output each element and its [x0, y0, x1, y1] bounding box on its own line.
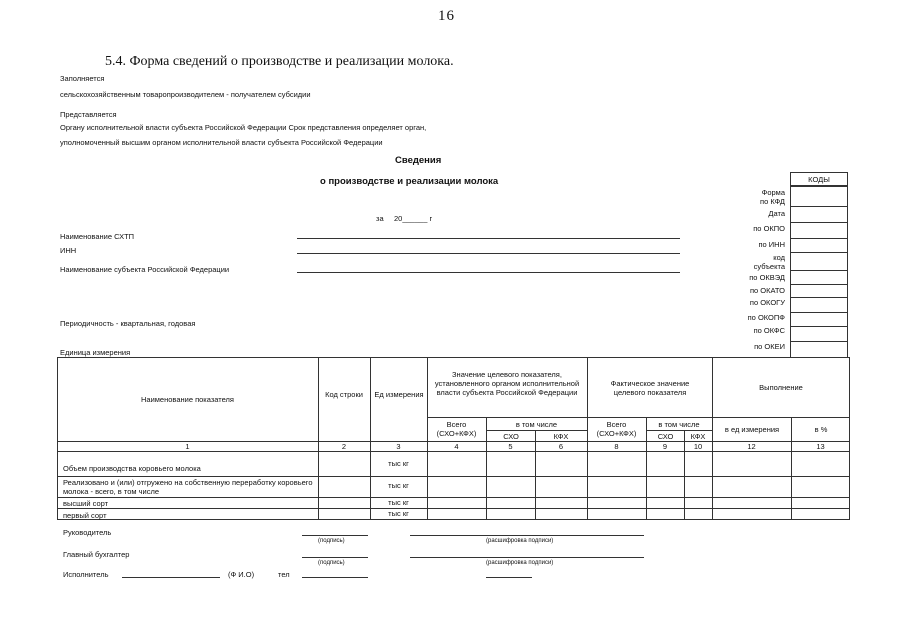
code-label: по ОКОГУ: [749, 298, 785, 307]
header-sho-target: СХО: [503, 432, 519, 441]
table-row-unit: тыс кг: [388, 459, 409, 468]
head-decode-line[interactable]: [410, 535, 644, 536]
header-actual: Фактическое значение целевого показателя: [610, 379, 690, 397]
code-cell-divider: [790, 252, 848, 253]
table-row-name: Реализовано и (или) отгружено на собственную переработку коровьего молока - всего, в том числе: [63, 478, 313, 496]
inn-line[interactable]: [297, 253, 680, 254]
code-cell-divider: [790, 270, 848, 271]
submitted-label: Представляется: [60, 110, 117, 119]
head-decode-caption: (расшифровка подписи): [486, 538, 554, 544]
col-number: 2: [341, 442, 347, 451]
section-title: 5.4. Форма сведений о производстве и реализации молока.: [105, 54, 454, 69]
code-label: по ОКОПФ: [747, 313, 785, 322]
code-label: по ОКЕИ: [754, 342, 785, 351]
header-total-actual: Всего (СХО+КФХ): [596, 420, 637, 438]
header-total-target: Всего (СХО+КФХ): [436, 420, 477, 438]
code-label: по ОКВЭД: [749, 273, 785, 282]
table-row-unit: тыс кг: [388, 498, 409, 507]
code-cell-divider: [790, 312, 848, 313]
date-line[interactable]: [486, 577, 532, 578]
submitted-to-2: уполномоченный высшим органом исполнительной власти субъекта Российской Федерации: [60, 138, 383, 147]
executor-name-line[interactable]: [122, 577, 220, 578]
codes-header-box: [790, 172, 848, 186]
col-number: 5: [508, 442, 513, 451]
code-cell-divider: [790, 206, 848, 207]
phone-line[interactable]: [302, 577, 368, 578]
table-row-unit: тыс кг: [388, 509, 409, 518]
accountant-decode-line[interactable]: [410, 557, 644, 558]
header-including-actual: в том числе: [658, 420, 700, 429]
code-label: по ИНН: [758, 240, 785, 249]
col-number: 10: [693, 442, 703, 451]
table-row-name: первый сорт: [63, 511, 107, 520]
col-number: 9: [662, 442, 668, 451]
code-label: по ОКПО: [753, 224, 785, 233]
page-number: 16: [438, 8, 455, 24]
col-number: 1: [185, 442, 190, 451]
executor-fio: (Ф И.О): [228, 570, 255, 579]
codes-header: КОДЫ: [808, 175, 830, 184]
period-prefix: за: [376, 214, 384, 223]
form-subtitle: о производстве и реализации молока: [320, 176, 499, 187]
head-signature-line[interactable]: [302, 535, 368, 536]
code-cell-divider: [790, 341, 848, 342]
subject-line[interactable]: [297, 272, 680, 273]
header-including-target: в том числе: [515, 420, 558, 429]
periodicity-label: Периодичность - квартальная, годовая: [60, 319, 196, 328]
header-code: Код строки: [325, 390, 363, 399]
accountant-decode-caption: (расшифровка подписи): [486, 560, 554, 566]
code-cell-divider: [790, 284, 848, 285]
code-label: код субъекта: [753, 253, 785, 271]
code-cell-divider: [790, 326, 848, 327]
org-name-label: Наименование СХТП: [60, 232, 135, 241]
header-percent: в %: [814, 425, 828, 434]
header-sho-actual: СХО: [657, 432, 674, 441]
col-number: 6: [558, 442, 564, 451]
org-name-line[interactable]: [297, 238, 680, 239]
phone-label: тел: [278, 570, 290, 579]
head-signature-caption: (подпись): [318, 538, 345, 544]
period-year: 20______ г: [394, 214, 433, 223]
header-unit: Ед измерения: [374, 390, 424, 399]
header-completion: Выполнение: [759, 383, 803, 392]
code-label: по ОКФС: [753, 326, 785, 335]
inn-label: ИНН: [60, 246, 77, 255]
col-number: 13: [816, 442, 825, 451]
col-number: 3: [396, 442, 401, 451]
code-cell-divider: [790, 222, 848, 223]
code-label: Форма по КФД: [760, 188, 785, 206]
code-cell-divider: [790, 297, 848, 298]
subject-label: Наименование субъекта Российской Федерации: [60, 265, 230, 274]
col-number: 12: [747, 442, 756, 451]
header-kfh-actual: КФХ: [690, 432, 706, 441]
table-row-name: высший сорт: [63, 499, 109, 508]
unit-label: Единица измерения: [60, 348, 131, 357]
accountant-signature-caption: (подпись): [318, 560, 345, 566]
header-target: Значение целевого показателя, установленного органом исполнительной власти субъекта Российской Федерации: [434, 370, 580, 397]
codes-box: [790, 186, 848, 358]
col-number: 8: [614, 442, 619, 451]
form-title: Сведения: [395, 155, 442, 166]
table-row-name: Объем производства коровьего молока: [63, 464, 201, 473]
filled-label: Заполняется: [60, 74, 105, 83]
head-label: Руководитель: [63, 528, 112, 537]
accountant-signature-line[interactable]: [302, 557, 368, 558]
filled-by: сельскохозяйственным товаропроизводителем - получателем субсидии: [60, 90, 311, 99]
executor-label: Исполнитель: [63, 570, 109, 579]
accountant-label: Главный бухгалтер: [63, 550, 130, 559]
table-row-unit: тыс кг: [388, 481, 409, 490]
code-label: по ОКАТО: [749, 286, 785, 295]
submitted-to: Органу исполнительной власти субъекта Российской Федерации Срок представления определяет орган,: [60, 123, 427, 132]
code-label: Дата: [768, 209, 785, 218]
header-name: Наименование показателя: [141, 395, 234, 404]
col-number: 4: [454, 442, 459, 451]
code-cell-divider: [790, 238, 848, 239]
header-in-units: в ед измерения: [724, 425, 780, 434]
header-kfh-target: КФХ: [553, 432, 569, 441]
